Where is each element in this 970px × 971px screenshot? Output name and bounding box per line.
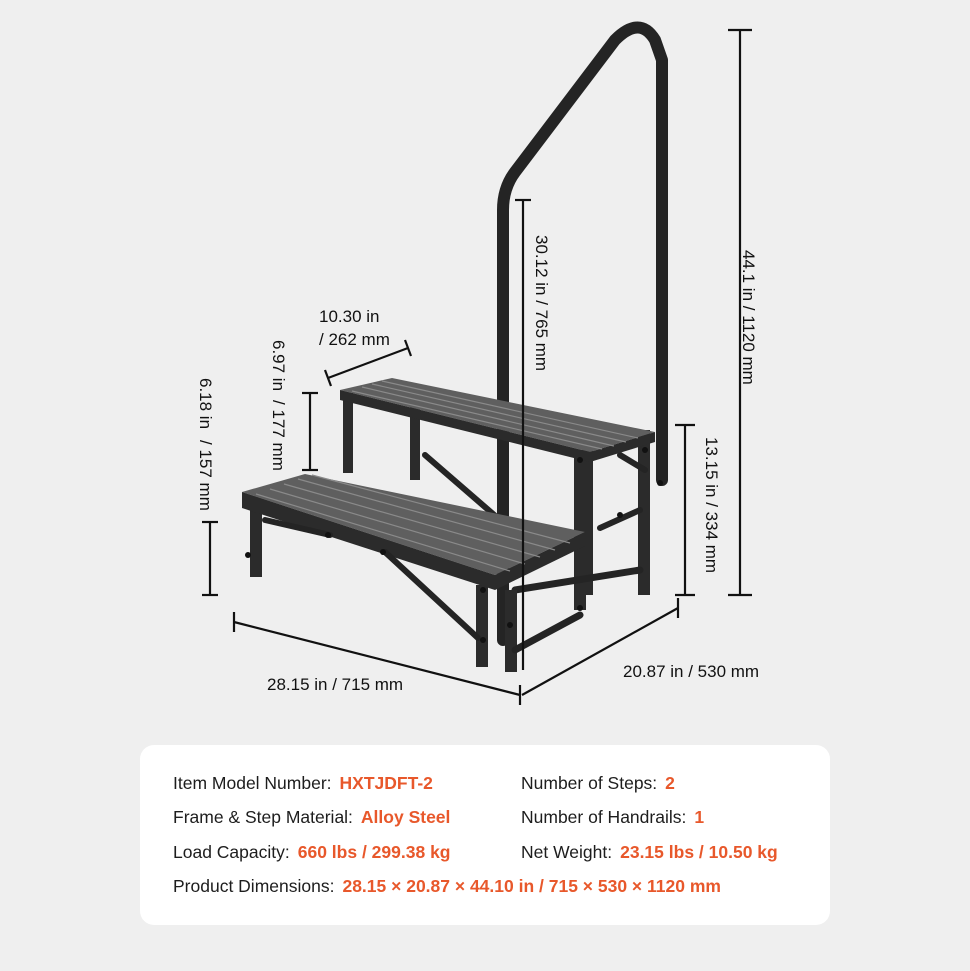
- upper-back-leg-left: [343, 393, 353, 473]
- spec-steps-value: 2: [665, 773, 675, 793]
- step-stool-illustration: [242, 28, 663, 673]
- total-height-label: 44.1 in / 1120 mm: [739, 250, 758, 385]
- spec-dimensions: [173, 876, 721, 897]
- lower-step-label-1: 6.18 in: [196, 378, 215, 430]
- lower-step-label-2: / 157 mm: [196, 440, 215, 511]
- spec-load-value: 660 lbs / 299.38 kg: [297, 842, 451, 862]
- spec-weight-value: 23.15 lbs / 10.50 kg: [620, 842, 778, 862]
- spec-handrails-label: Number of Handrails:: [521, 807, 687, 827]
- upper-step-label-1: 6.97 in: [269, 340, 288, 392]
- spec-steps: [521, 773, 675, 794]
- spec-material-label: Frame & Step Material:: [173, 807, 353, 827]
- spec-model-label: Item Model Number:: [173, 773, 332, 793]
- spec-model-value: HXTJDFT-2: [339, 773, 433, 793]
- handrail-height-label: 30.12 in / 765 mm: [532, 235, 551, 372]
- spec-material-value: Alloy Steel: [360, 807, 451, 827]
- platform-height-label: 13.15 in / 334 mm: [702, 437, 721, 574]
- bottom-rail: [515, 615, 580, 650]
- middle-post: [583, 445, 593, 595]
- spec-model: [173, 773, 433, 794]
- spec-dimensions-label: Product Dimensions:: [173, 876, 335, 896]
- spec-handrails: [521, 807, 704, 828]
- spec-dimensions-value: 28.15 × 20.87 × 44.10 in / 715 × 530 × 1120 mm: [342, 876, 721, 896]
- spec-weight-label: Net Weight:: [521, 842, 613, 862]
- spec-handrails-value: 1: [694, 807, 705, 827]
- upper-step-label-2: / 177 mm: [269, 400, 288, 471]
- spec-weight: [521, 842, 778, 863]
- spec-material: [173, 807, 450, 828]
- lower-left-leg: [250, 505, 262, 577]
- step-depth-label-1: 10.30 in: [319, 307, 380, 326]
- step-depth-label-2: / 262 mm: [319, 330, 390, 349]
- spec-load: [173, 842, 451, 863]
- spec-steps-label: Number of Steps:: [521, 773, 658, 793]
- spec-card: [140, 745, 830, 925]
- spec-load-label: Load Capacity:: [173, 842, 290, 862]
- lower-front-leg-right: [505, 590, 517, 672]
- lower-front-leg-left: [476, 585, 488, 667]
- depth-label: 20.87 in / 530 mm: [623, 662, 760, 681]
- width-label: 28.15 in / 715 mm: [267, 675, 404, 694]
